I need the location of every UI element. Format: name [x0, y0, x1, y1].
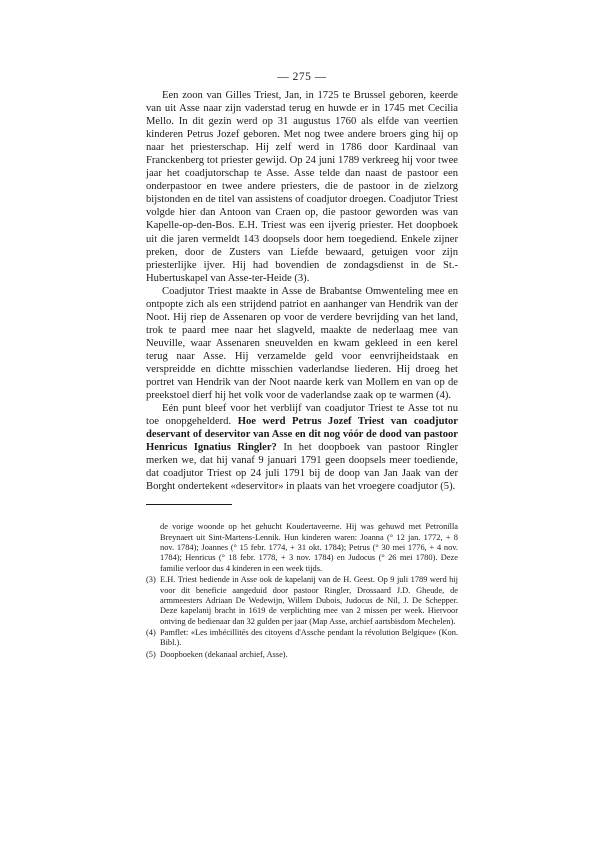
footnote: [146, 627, 458, 649]
footnotes: [146, 522, 458, 659]
footnote-text: Doopboeken (dekanaal archief, Asse).: [160, 649, 288, 659]
book-page: [146, 70, 458, 660]
paragraph: [146, 402, 458, 493]
footnote: [146, 575, 458, 627]
paragraph: Een zoon van Gilles Triest, Jan, in 1725 te Brussel geboren, keerde van uit Asse naar zijn vaderstad terug en huwde er in 1745 met Cecilia Mello. In dit gezin werd op 31 augustus 1760 als elfde van veertien kinderen Petrus Jozef geboren. Met nog twee andere broers ging hij op naar het priesterschap. Hij zelf werd in 1786 door Kardinaal van Franckenberg tot priester gewijd. Op 24 juni 1789 verkreeg hij voor twee jaar het coadjutorschap te Asse. Asse telde dan naast de pastoor een onderpastoor en twee andere priesters, die de pastoor in de zielzorg bijstonden en de titel van assistens of coadjutor droegen. Coadjutor Triest volgde hier dan Antoon van Craen op, die pastoor geworden was van Kapelle-op-den-Bos. E.H. Triest was een ijverig priester. Het doopboek uit die jaren vermeldt 143 doopsels door hem toegediend. Enkele zijner preken, door de Zusters van Liefde bewaard, getuigen voor zijn priesterlijke ijver. Hij had bovendien de zondagsdienst in de St.-Hubertuskapel van Asse-ter-Heide (3).: [146, 90, 458, 284]
footnote-text: E.H. Triest bediende in Asse ook de kapelanij van de H. Geest. Op 9 juli 1789 werd hij voor dit beneficie aangeduid door pastoor Ringler, Drossaard J.D. Gheude, de armmeesters Adriaan De Wedewijn, Willem Dubois, Judocus de Nil, J. De Schepper. Deze kapelanij bracht in 1619 de verplichting mee van 2 missen per week. Hiervoor ontving de bedienaar dan 32 gulden per jaar (Map Asse, archief aartsbisdom Mechelen).: [160, 575, 458, 626]
footnote-number: (3): [146, 575, 156, 585]
footnote-number: (4): [146, 627, 156, 637]
footnote-number: (5): [146, 649, 156, 659]
footnote-continuation: de vorige woonde op het gehucht Koudertaveerne. Hij was gehuwd met Petronilla Breynaert uit Sint-Martens-Lennik. Hun kinderen waren: Joanna (° 12 jan. 1772, + 8 nov. 1784); Joannes (° 15 febr. 1774, + 31 okt. 1784); Petrus (° 30 mei 1776, + 4 nov. 1784); Henricus (° 18 febr. 1778, + 3 nov. 1784) en Judocus (° 26 mei 1780). Deze familie verloor dus 4 kinderen in een week tijds.: [160, 522, 458, 573]
paragraph-text: In het doopboek van pastoor Ringler merken we, dat hij vanaf 9 januari 1791 geen doopsels meer toediende, dat coadjutor Triest op 24 juli 1791 bij de doop van Jan Jaak van der Borght ondertekent «deservitor» in plaats van het vroegere coadjutor (5).: [146, 442, 458, 493]
page-number: — 275 —: [277, 71, 327, 83]
emphasized-question: Hoe werd Petrus Jozef Triest van coadjutor deservant of deservitor van Asse en dit nog vóór de dood van pastoor Henricus Ignatius Ringler?: [146, 416, 458, 454]
footnote-divider: [146, 504, 232, 505]
body-text: [146, 89, 458, 493]
footnote: [146, 649, 458, 660]
paragraph: Coadjutor Triest maakte in Asse de Brabantse Omwenteling mee en ontpopte zich als een strijdend patriot en aanhanger van Hendrik van der Noot. Hij riep de Assenaren op voor de verdere bevrijding van het land, trok te paard mee naar het slagveld, maakte de nederlaag mee van Neuville, waar Assenaren sneuvelden en kwam gekleed in een kerel terug naar Asse. Hij verzamelde geld voor eenvrijheidstaak en verspreidde en dichtte misschien vaderlandse liederen. Hij droeg het portret van Hendrik van der Noot naarde kerk van Mollem en van op de preekstoel dierf hij het volk voor de vaderlandse zaak op te warmen (4).: [146, 285, 458, 402]
paragraph-text: Eén punt bleef voor het verblijf van coadjutor Triest te Asse tot nu toe onopgehelderd.: [146, 403, 458, 428]
footnote-text: Pamflet: «Les imbécillités des citoyens d'Assche pendant la révolution Belgique» (Kon. Bibl.).: [160, 627, 458, 648]
